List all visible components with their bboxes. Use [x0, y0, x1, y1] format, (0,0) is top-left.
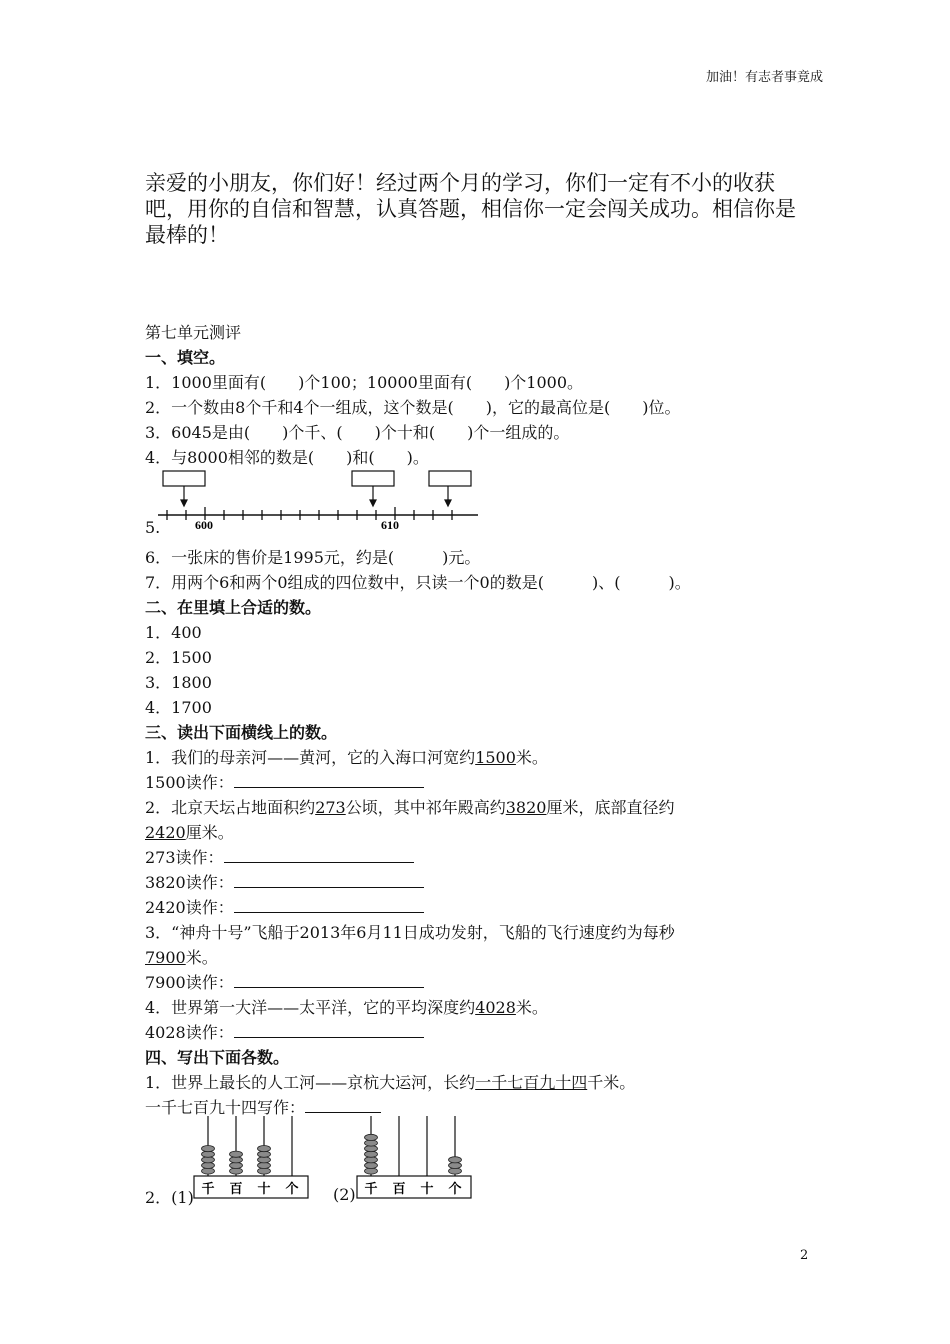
- number-line-arrowhead: [445, 500, 451, 506]
- abacus-1: [192, 1112, 312, 1202]
- s4-q1-words: 一千七百九十四: [475, 1073, 588, 1092]
- answer-blank[interactable]: [305, 1097, 381, 1113]
- answer-blank[interactable]: [234, 1022, 424, 1038]
- abacus-2: [355, 1112, 475, 1202]
- s3-q2-number-3: 2420: [145, 823, 186, 842]
- s3-q2-read-line-2: [145, 870, 424, 893]
- number-line-diagram: [158, 465, 483, 535]
- abacus-place-label: 千: [364, 1182, 378, 1197]
- s3-q4-unit: 米。: [515, 998, 548, 1017]
- s2-item: 1．400: [145, 623, 202, 642]
- page-number: 2: [800, 1248, 809, 1263]
- s2-item: 3．1800: [145, 673, 212, 692]
- s1-question-1: 1．1000里面有( )个100；10000里面有( )个1000。: [145, 373, 584, 392]
- s3-q1-unit: 米。: [515, 748, 548, 767]
- s3-q3-number: 7900: [145, 948, 186, 967]
- s3-q3-unit: 米。: [185, 948, 218, 967]
- s3-question-3-line-1: [145, 920, 675, 943]
- s2-item: 2．1500: [145, 648, 212, 667]
- s4-q2-label-2: (2): [333, 1185, 356, 1204]
- s3-q2-number-1: 273: [315, 798, 346, 817]
- abacus-place-label: 个: [448, 1182, 462, 1197]
- answer-blank[interactable]: [234, 972, 424, 988]
- unit-title: 第七单元测评: [145, 323, 242, 342]
- s4-q1-unit: 千米。: [587, 1073, 636, 1092]
- s3-question-2-line-1: [145, 795, 674, 818]
- s1-question-6: 6．一张床的售价是1995元，约是( )元。: [145, 548, 481, 567]
- abacus-bead: [202, 1146, 215, 1152]
- abacus-bead: [230, 1151, 243, 1157]
- s4-q1-text: 1．世界上最长的人工河——京杭大运河，长约: [145, 1073, 476, 1092]
- number-line-label-610: 610: [381, 518, 399, 532]
- header-motto: 加油！有志者事竟成: [706, 70, 824, 85]
- s4-q1-write-label: 一千七百九十四写作：: [145, 1098, 306, 1117]
- s1-question-2: 2．一个数由8个千和4个一组成，这个数是( )，它的最高位是( )位。: [145, 398, 681, 417]
- s1-question-4: 4．与8000相邻的数是( )和( )。: [145, 448, 429, 467]
- s1-question-7: 7．用两个6和两个0组成的四位数中，只读一个0的数是( )、( )。: [145, 573, 691, 592]
- section-2-title: 二、在里填上合适的数。: [145, 598, 322, 617]
- s3-q4-text: 4．世界第一大洋——太平洋，它的平均深度约: [145, 998, 476, 1017]
- s3-q1-text: 1．我们的母亲河——黄河，它的入海口河宽约: [145, 748, 476, 767]
- answer-blank[interactable]: [234, 872, 424, 888]
- section-1-title: 一、填空。: [145, 348, 226, 367]
- s3-q2-read-line-1: [145, 845, 414, 868]
- s3-q1-read-label: 1500读作：: [145, 773, 234, 792]
- s3-q2-read-label-3: 2420读作：: [145, 898, 234, 917]
- abacus-place-label: 百: [392, 1182, 406, 1197]
- abacus-bead: [258, 1146, 271, 1152]
- s4-question-1: [145, 1070, 635, 1093]
- abacus-place-label: 十: [420, 1182, 434, 1197]
- s3-q1-number: 1500: [475, 748, 516, 767]
- s3-question-1: [145, 745, 548, 768]
- intro-paragraph: 亲爱的小朋友，你们好！经过两个月的学习，你们一定有不小的收获吧，用你的自信和智慧，认真答题，相信你一定会闯关成功。相信你是最棒的！: [145, 171, 796, 247]
- abacus-bead: [365, 1134, 378, 1140]
- abacus-place-label: 千: [201, 1182, 215, 1197]
- s3-q2-text-mid-1: 公顷，其中祁年殿高约: [345, 798, 506, 817]
- s3-q2-read-line-3: [145, 895, 424, 918]
- s3-question-2-line-2: [145, 820, 234, 843]
- s3-q3-text: 3．“神舟十号”飞船于2013年6月11日成功发射，飞船的飞行速度约为每秒: [145, 923, 675, 942]
- s1-question-5-number: 5.: [145, 518, 161, 537]
- section-4-title: 四、写出下面各数。: [145, 1048, 290, 1067]
- number-line-answer-box: [352, 471, 394, 486]
- number-line-arrowhead: [370, 500, 376, 506]
- s2-item: 4．1700: [145, 698, 212, 717]
- number-line-arrowhead: [181, 500, 187, 506]
- s3-q4-read-label: 4028读作：: [145, 1023, 234, 1042]
- s3-question-3-line-2: [145, 945, 218, 968]
- s3-q2-text-mid-2: 厘米，底部直径约: [546, 798, 675, 817]
- s3-q3-read-label: 7900读作：: [145, 973, 234, 992]
- s3-q3-read-line: [145, 970, 424, 993]
- answer-blank[interactable]: [234, 897, 424, 913]
- s3-q4-read-line: [145, 1020, 424, 1043]
- s3-q2-read-label-1: 273读作：: [145, 848, 224, 867]
- answer-blank[interactable]: [224, 847, 414, 863]
- abacus-place-label: 百: [229, 1182, 243, 1197]
- s3-q1-read-line: [145, 770, 424, 793]
- number-line-answer-box: [163, 471, 205, 486]
- number-line-answer-box: [429, 471, 471, 486]
- section-3-title: 三、读出下面横线上的数。: [145, 723, 338, 742]
- s3-q2-unit: 厘米。: [185, 823, 234, 842]
- abacus-place-label: 个: [285, 1182, 299, 1197]
- answer-blank[interactable]: [234, 772, 424, 788]
- abacus-place-label: 十: [257, 1182, 271, 1197]
- abacus-bead: [449, 1157, 462, 1163]
- s3-question-4: [145, 995, 548, 1018]
- s3-q2-read-label-2: 3820读作：: [145, 873, 234, 892]
- s4-q2-label-1: 2．(1): [145, 1188, 194, 1207]
- s3-q4-number: 4028: [475, 998, 516, 1017]
- s1-question-3: 3．6045是由( )个千、( )个十和( )个一组成的。: [145, 423, 570, 442]
- s3-q2-number-2: 3820: [505, 798, 547, 817]
- s3-q2-text: 2．北京天坛占地面积约: [145, 798, 316, 817]
- number-line-label-600: 600: [195, 518, 213, 532]
